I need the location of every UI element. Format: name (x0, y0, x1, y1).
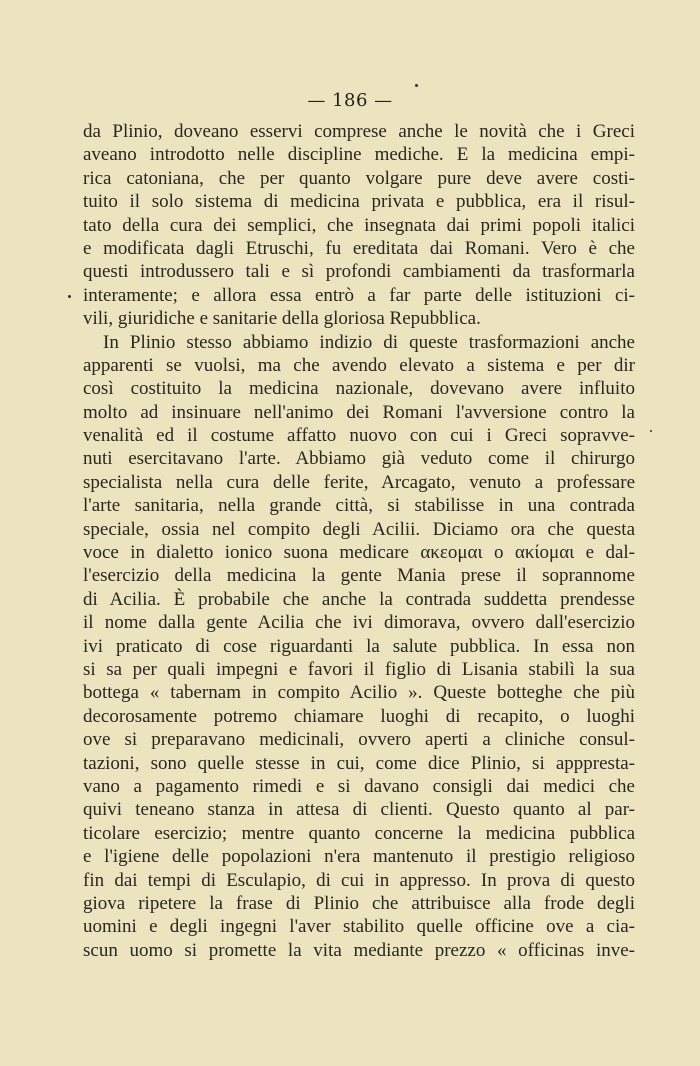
text-line: bottega « tabernam in compito Acilio ». Queste botteghe che più (83, 682, 635, 704)
paragraph-first-line: In Plinio stesso abbiamo indizio di queste trasformazioni anche (103, 331, 635, 353)
text-line: così costituito la medicina nazionale, dovevano avere influito (83, 378, 635, 400)
paper-speck (415, 84, 418, 87)
text-line: interamente; e allora essa entrò a far parte delle istituzioni ci- (83, 284, 635, 306)
text-line: tato della cura dei semplici, che insegnata dai primi popoli italici (83, 214, 635, 236)
text-line: venalità ed il costume affatto nuovo con cui i Greci sopravve- (83, 425, 635, 447)
text-line: questi introdussero tali e sì profondi cambiamenti da trasformarla (83, 261, 635, 283)
text-line: apparenti se vuolsi, ma che avendo elevato a sistema e per dir (83, 354, 635, 376)
body-text (83, 120, 635, 962)
text-line: il nome dalla gente Acilia che ivi dimorava, ovvero dall'esercizio (83, 612, 635, 634)
text-line: quivi teneano stanza in attesa di clienti. Questo quanto al par- (83, 799, 635, 821)
text-line: speciale, ossia nel compito degli Acilii. Diciamo ora che questa (83, 518, 635, 540)
text-line: ove si preparavano medicinali, ovvero aperti a cliniche consul- (83, 729, 635, 751)
text-line: scun uomo si promette la vita mediante prezzo « officinas inve- (83, 939, 635, 961)
paper-speck (650, 430, 652, 432)
text-line: specialista nella cura delle ferite, Arcagato, venuto a professare (83, 471, 635, 493)
page-number: — 186 — (307, 90, 393, 111)
text-line: e l'igiene delle popolazioni n'era mantenuto il prestigio religioso (83, 846, 635, 868)
text-line: da Plinio, doveano esservi comprese anche le novità che i Greci (83, 121, 635, 142)
text-line: fin dai tempi di Esculapio, di cui in appresso. In prova di questo (83, 869, 635, 891)
text-line: aveano introdotto nelle discipline mediche. E la medicina empi- (83, 144, 635, 166)
text-line: giova ripetere la frase di Plinio che attribuisce alla frode degli (83, 892, 635, 914)
text-line: l'arte sanitaria, nella grande città, si stabilisse in una contrada (83, 495, 635, 517)
text-line: ticolare esercizio; mentre quanto concerne la medicina pubblica (83, 822, 635, 844)
text-line: tazioni, sono quelle stesse in cui, come dice Plinio, si apppresta- (83, 752, 635, 774)
text-line: si sa per quali impegni e favori il figlio di Lisania stabilì la sua (83, 658, 635, 680)
text-line: di Acilia. È probabile che anche la contrada suddetta prendesse (83, 588, 635, 610)
text-line: uomini e degli ingegni l'aver stabilito quelle officine ove a cia- (83, 916, 635, 938)
text-line: e modificata dagli Etruschi, fu ereditata dai Romani. Vero è che (83, 237, 635, 259)
text-line: molto ad insinuare nell'animo dei Romani l'avversione contro la (83, 401, 635, 423)
text-line: voce in dialetto ionico suona medicare ακεομαι o ακίομαι e dal- (83, 542, 635, 564)
text-line: rica catoniana, che per quanto volgare pure deve avere costi- (83, 167, 635, 189)
text-line: l'esercizio della medicina la gente Mania prese il soprannome (83, 565, 635, 587)
text-line: ivi praticato di cose riguardanti la salute pubblica. In essa non (83, 635, 635, 657)
paper-speck (68, 295, 71, 298)
text-line: decorosamente potremo chiamare luoghi di recapito, o luoghi (83, 705, 635, 727)
text-line: tuito il solo sistema di medicina privata e pubblica, era il risul- (83, 191, 635, 213)
text-line: nuti esercitavano l'arte. Abbiamo già veduto come il chirurgo (83, 448, 635, 470)
text-line: vano a pagamento rimedi e si davano consigli dai medici che (83, 775, 635, 797)
text-line: vili, giuridiche e sanitarie della gloriosa Repubblica. (83, 308, 481, 330)
